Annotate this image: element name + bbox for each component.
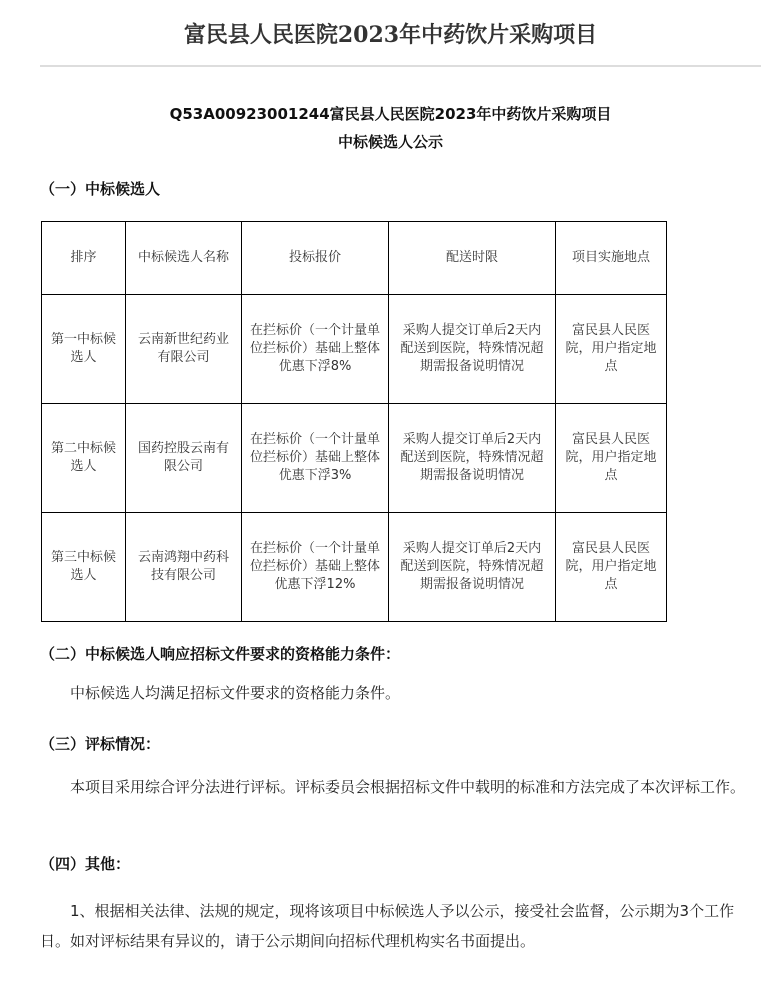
table-row	[42, 295, 667, 404]
document-heading-line1: Q53A00923001244富民县人民医院2023年中药饮片采购项目	[169, 105, 612, 123]
document-heading	[0, 100, 781, 156]
section2-text: 中标候选人均满足招标文件要求的资格能力条件。	[70, 684, 401, 702]
section2-heading: （二）中标候选人响应招标文件要求的资格能力条件：	[40, 645, 401, 663]
cell-location: 富民县人民医院，用户指定地点	[556, 513, 667, 622]
cell-delivery: 采购人提交订单后2天内配送到医院，特殊情况超期需报备说明情况	[389, 404, 556, 513]
section1-heading: （一）中标候选人	[40, 180, 161, 198]
candidates-table	[41, 221, 667, 622]
cell-location: 富民县人民医院，用户指定地点	[556, 295, 667, 404]
section3-heading: （三）评标情况：	[40, 735, 161, 753]
cell-name: 云南新世纪药业有限公司	[126, 295, 242, 404]
section4-text: 1、根据相关法律、法规的规定，现将该项目中标候选人予以公示，接受社会监督，公示期为3个工作日。如对评标结果有异议的，请于公示期间向招标代理机构实名书面提出。	[40, 902, 735, 950]
table-row	[42, 404, 667, 513]
cell-price: 在拦标价（一个计量单位拦标价）基础上整体优惠下浮8%	[242, 295, 389, 404]
table-header-delivery: 配送时限	[389, 222, 556, 295]
cell-delivery: 采购人提交订单后2天内配送到医院，特殊情况超期需报备说明情况	[389, 513, 556, 622]
cell-delivery: 采购人提交订单后2天内配送到医院，特殊情况超期需报备说明情况	[389, 295, 556, 404]
cell-rank: 第三中标候选人	[42, 513, 126, 622]
cell-name: 国药控股云南有限公司	[126, 404, 242, 513]
title-divider	[40, 65, 761, 67]
table-header-price: 投标报价	[242, 222, 389, 295]
table-row	[42, 513, 667, 622]
cell-location: 富民县人民医院，用户指定地点	[556, 404, 667, 513]
table-header-row	[42, 222, 667, 295]
document-heading-line2: 中标候选人公示	[337, 133, 443, 151]
section3-text: 本项目采用综合评分法进行评标。评标委员会根据招标文件中载明的标准和方法完成了本次评标工作。	[70, 778, 746, 796]
cell-rank: 第一中标候选人	[42, 295, 126, 404]
cell-rank: 第二中标候选人	[42, 404, 126, 513]
table-header-rank: 排序	[42, 222, 126, 295]
table-header-name: 中标候选人名称	[126, 222, 242, 295]
cell-price: 在拦标价（一个计量单位拦标价）基础上整体优惠下浮12%	[242, 513, 389, 622]
cell-name: 云南鸿翔中药科技有限公司	[126, 513, 242, 622]
table-header-location: 项目实施地点	[556, 222, 667, 295]
cell-price: 在拦标价（一个计量单位拦标价）基础上整体优惠下浮3%	[242, 404, 389, 513]
page-title: 富民县人民医院2023年中药饮片采购项目	[183, 22, 598, 48]
section4-heading: （四）其他：	[40, 855, 131, 873]
